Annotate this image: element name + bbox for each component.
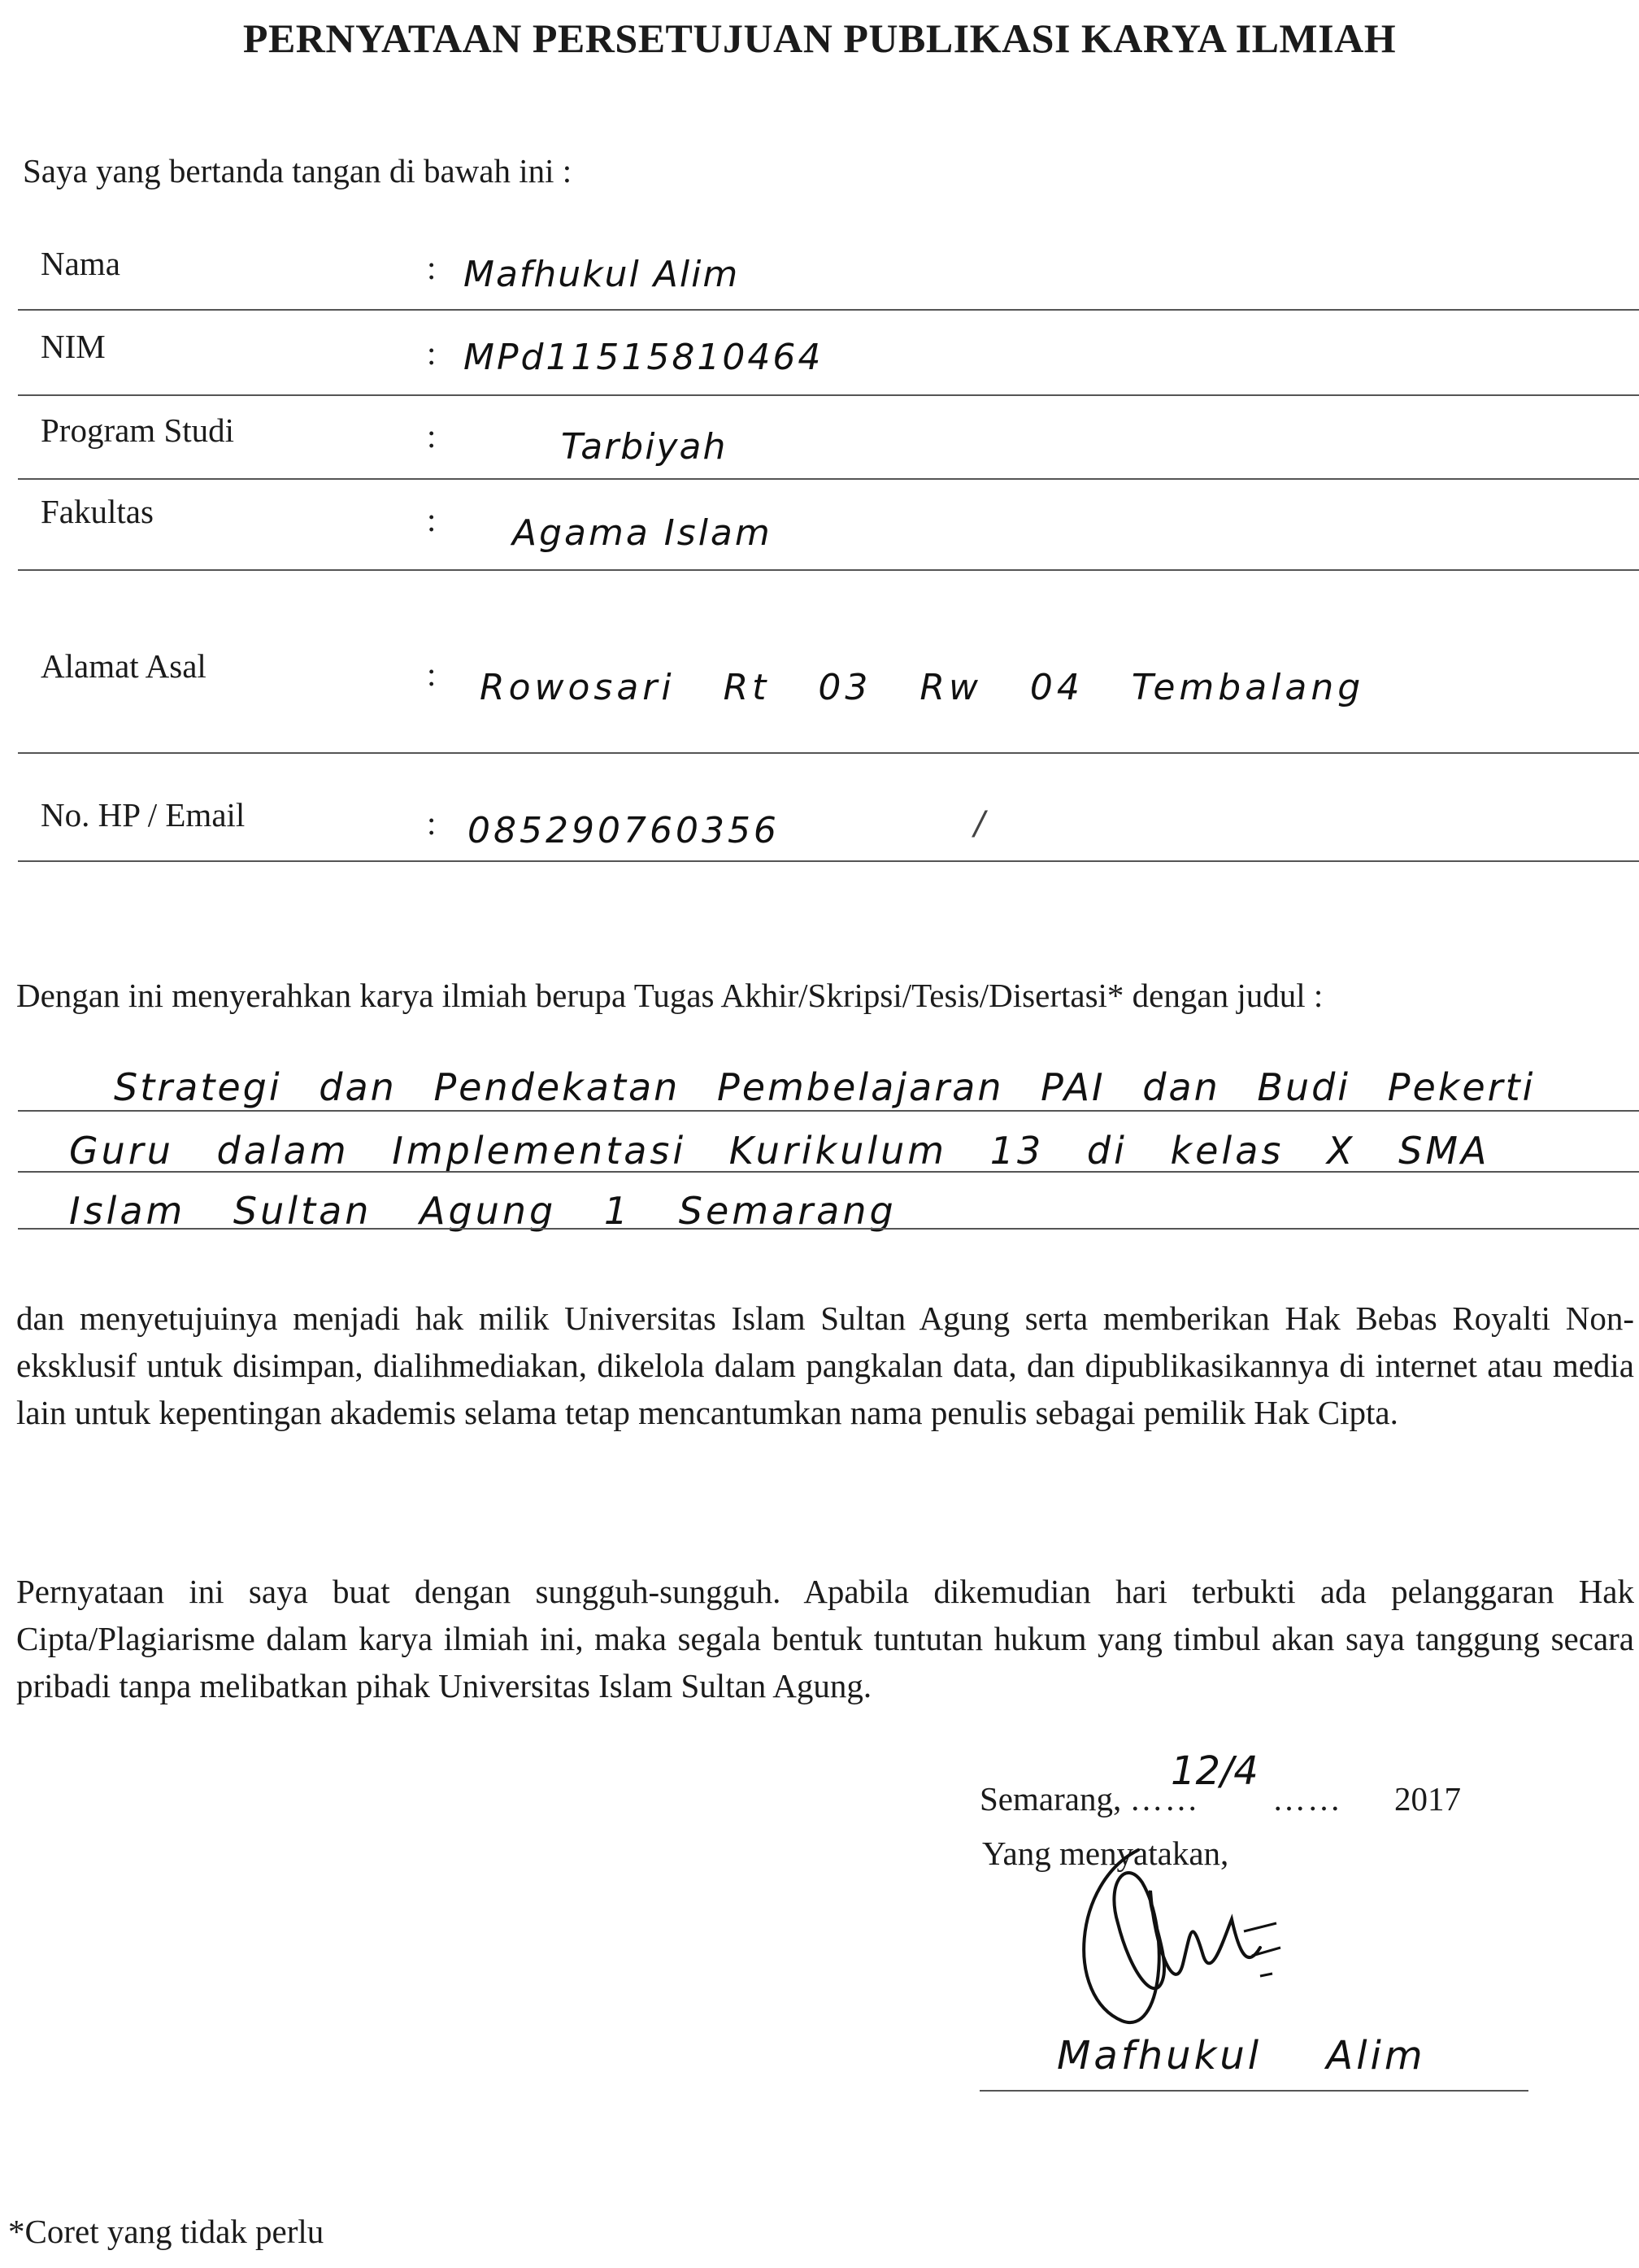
signer-name: Mafhukul Alim: [1057, 2033, 1426, 2079]
colon: :: [427, 417, 437, 455]
divider: [18, 309, 1639, 311]
divider: [18, 478, 1639, 480]
field-label-contact: No. HP / Email: [41, 796, 246, 834]
divider: [18, 394, 1639, 396]
statement-paragraph: Pernyataan ini saya buat dengan sungguh-sungguh. Apabila dikemudian hari terbukti ada pelanggaran Hak Cipta/Plagiarisme dalam karya ilmiah ini, maka segala bentuk tuntutan hukum yang timbul akan saya tanggung secara pribadi tanpa melibatkan pihak Universitas Islam Sultan Agung.: [16, 1573, 1634, 1704]
submission-text: Dengan ini menyerahkan karya ilmiah berupa Tugas Akhir/Skripsi/Tesis/Disertasi* dengan judul :: [16, 977, 1324, 1014]
colon: :: [427, 804, 437, 842]
divider: [18, 569, 1639, 571]
field-value-nim: MPd11515810464: [463, 337, 824, 378]
email-slash: /: [974, 805, 985, 842]
divider: [18, 1110, 1639, 1112]
field-value-nama: Mafhukul Alim: [463, 254, 740, 295]
field-value-alamat: Rowosari Rt 03 Rw 04 Tembalang: [480, 667, 1365, 708]
signer-label: Yang menyatakan,: [982, 1835, 1229, 1872]
divider: [18, 860, 1639, 862]
date-dots: ……: [1272, 1780, 1342, 1817]
signature-line: [980, 2090, 1528, 2092]
field-label-fakultas: Fakultas: [41, 493, 154, 530]
colon: :: [427, 334, 437, 372]
signature-image: [1049, 1834, 1374, 2045]
divider: [18, 1171, 1639, 1173]
rights-paragraph: dan menyetujuinya menjadi hak milik Universitas Islam Sultan Agung serta memberikan Hak Bebas Royalti Non-eksklusif untuk disimpan, dialihmediakan, dikelola dalam pangkalan data, dan dipublikasikannya di internet atau media lain untuk kepentingan akademis selama tetap mencantumkan nama penulis sebagai pemilik Hak Cipta.: [16, 1299, 1634, 1431]
handwritten-date: 12/4: [1171, 1748, 1259, 1794]
divider: [18, 752, 1639, 754]
field-label-program-studi: Program Studi: [41, 411, 235, 449]
field-label-nama: Nama: [41, 245, 120, 282]
field-label-alamat: Alamat Asal: [41, 647, 207, 685]
field-value-contact: 085290760356: [467, 810, 780, 851]
colon: :: [427, 501, 437, 538]
intro-text: Saya yang bertanda tangan di bawah ini :: [23, 152, 572, 189]
work-title-line: Strategi dan Pendekatan Pembelajaran PAI dan Budi Pekerti: [114, 1065, 1536, 1109]
place-label: Semarang,: [980, 1780, 1122, 1817]
work-title-line: Guru dalam Implementasi Kurikulum 13 di kelas X SMA: [69, 1129, 1490, 1173]
field-value-fakultas: Agama Islam: [512, 512, 772, 554]
divider: [18, 1228, 1639, 1230]
document-title: PERNYATAAN PERSETUJUAN PUBLIKASI KARYA ILMIAH: [242, 15, 1397, 61]
work-title-line: Islam Sultan Agung 1 Semarang: [69, 1189, 897, 1233]
field-value-program-studi: Tarbiyah: [561, 426, 728, 468]
colon: :: [427, 655, 437, 693]
field-label-nim: NIM: [41, 328, 106, 365]
date-dots: ……: [1129, 1780, 1200, 1817]
colon: :: [427, 249, 437, 286]
year: 2017: [1394, 1780, 1461, 1817]
footnote: *Coret yang tidak perlu: [8, 2213, 324, 2250]
